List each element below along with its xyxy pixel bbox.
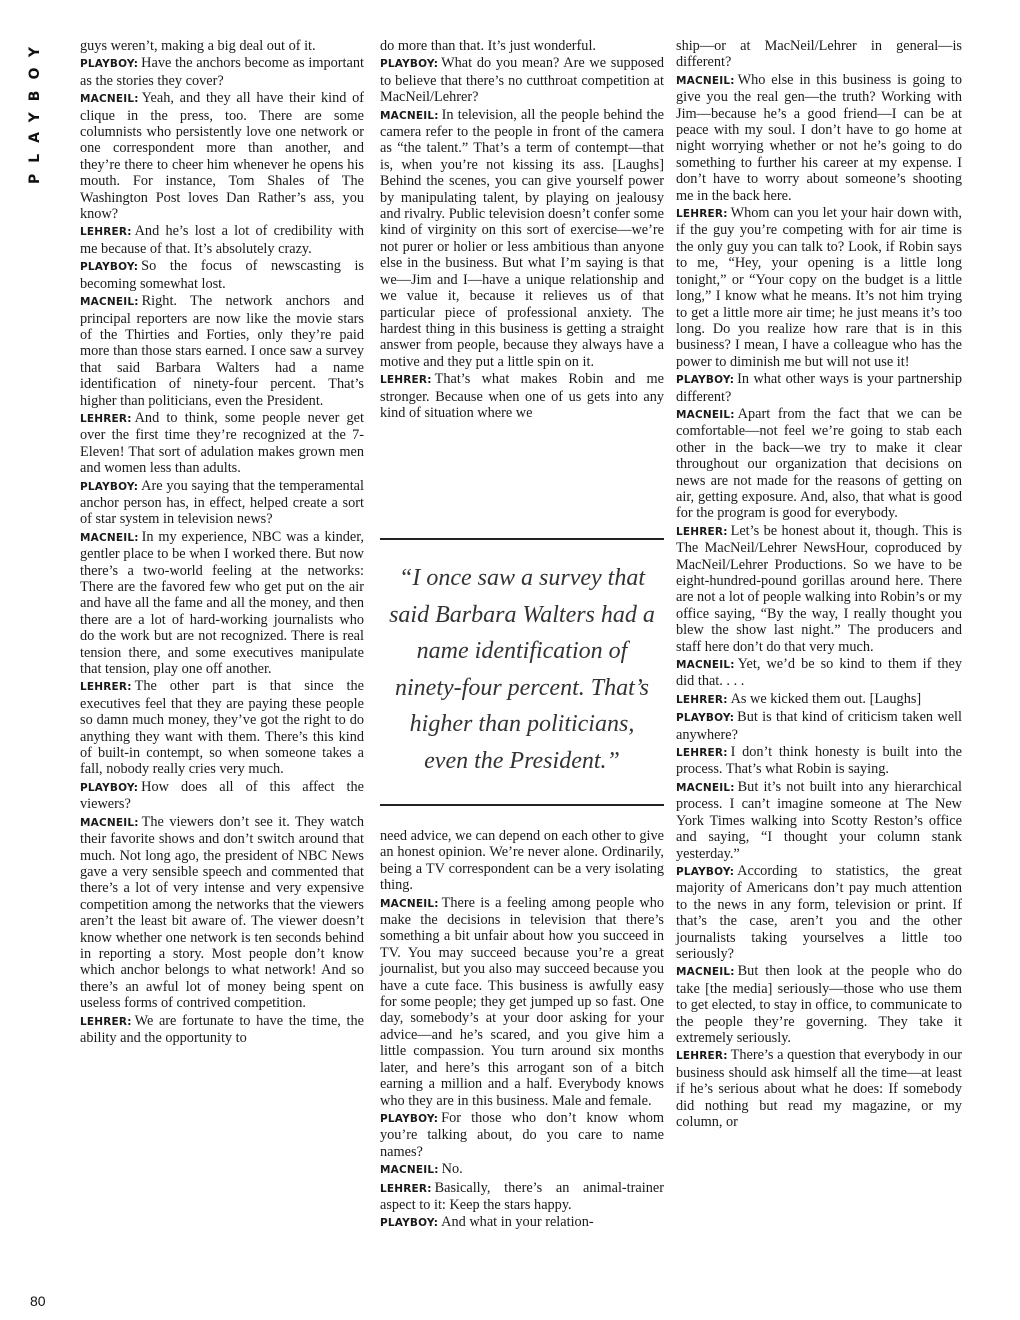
paragraph-text: But it’s not built into any hierarchical process. I can’t imagine someone at The New York Times walking into Scotty Reston’s office and saying, “I thought your column stank yesterday.” [676, 778, 962, 862]
interview-paragraph [80, 529, 364, 678]
paragraph-text: Right. The network anchors and principal reporters are now like the movie stars of the Thirties and Forties, only they’re paid more than those stars earned. I once saw a survey that said Barbara Walters had a name identification of ninety-four percent. That’s higher than politicians, even the President. [80, 293, 364, 409]
speaker-label: LEHRER: [80, 412, 132, 425]
interview-paragraph [676, 38, 962, 71]
speaker-label: MACNEIL: [676, 966, 735, 979]
paragraph-text: And he’s lost a lot of credibility with me because of that. It’s absolutely crazy. [80, 223, 364, 257]
paragraph-text: For those who don’t know whom you’re talking about, do you care to name names? [380, 1109, 664, 1160]
interview-paragraph [80, 223, 364, 257]
paragraph-text: That’s what makes Robin and me stronger. Because when one of us gets into any kind of situation where we [380, 371, 664, 421]
paragraph-text: Whom can you let your hair down with, if the guy you’re competing with for air time is the only guy you can talk to? Look, if Robin says to me, “Hey, your opening is a little long tonight,” or “Your copy on the budget is a little long,” I know what he means. It’s not him trying to get a little more air time; he just means it’s too long. Do you realize how rare that is in this business? I mean, I have a colleague who has the power to diminish me but will not use it! [676, 205, 962, 370]
interview-paragraph [676, 72, 962, 204]
speaker-label: MACNEIL: [80, 816, 139, 829]
paragraph-text: do more than that. It’s just wonderful. [380, 38, 597, 54]
interview-paragraph [80, 814, 364, 1012]
speaker-label: MACNEIL: [676, 74, 735, 87]
interview-paragraph [676, 863, 962, 962]
interview-paragraph [380, 1214, 664, 1231]
speaker-label: MACNEIL: [380, 1164, 439, 1177]
text-column-3 [676, 38, 962, 1300]
paragraph-text: need advice, we can depend on each other to give an honest opinion. We’re never alone. Ordinarily, being a TV correspondent can be a very isolating thing. [380, 828, 664, 894]
interview-paragraph [80, 38, 364, 54]
interview-paragraph [80, 258, 364, 292]
interview-paragraph [676, 205, 962, 370]
speaker-label: PLAYBOY: [676, 374, 735, 387]
speaker-label: MACNEIL: [380, 109, 439, 122]
speaker-label: MACNEIL: [676, 408, 735, 421]
interview-paragraph [380, 895, 664, 1109]
paragraph-text: The other part is that since the executives feel that they are paying these people so damn much money, they’ve got the right to do anything they want with them. There’s this kind of built-in contempt, so when someone takes a fall, nobody really cries very much. [80, 678, 364, 778]
speaker-label: MACNEIL: [80, 531, 139, 544]
interview-paragraph [80, 410, 364, 477]
paragraph-text: But then look at the people who do take [the media] seriously—those who use them to get elected, to stay in office, to communicate to the people they’re governing. They take it extremely seriously. [676, 963, 962, 1046]
interview-paragraph [80, 1013, 364, 1047]
interview-paragraph [676, 963, 962, 1046]
paragraph-text: But is that kind of criticism taken well anywhere? [676, 709, 962, 743]
paragraph-text: Yeah, and they all have their kind of clique in the press, too. There are some columnists who persistently love one network or one correspondent more than another, and they’re there to cheer him whenever he opens his mouth. For instance, Tom Shales of The Washington Post loves Dan Rather’s ass, you know? [80, 90, 364, 223]
paragraph-text: I don’t think honesty is built into the process. That’s what Robin is saying. [676, 744, 962, 778]
speaker-label: LEHRER: [676, 208, 728, 221]
paragraph-text: The viewers don’t see it. They watch their favorite shows and don’t switch around that much. Not long ago, the president of NBC News gave a very sensible speech and commented that there’s a lot of very intense and very expensive competition among the networks that the viewers aren’t the least bit aware of. The viewer doesn’t know whether one network is ten seconds behind in reporting a story. Most people don’t know which anchor belongs to what network! And so there’s an awful lot of money being spent on useless forms of contrived competition. [80, 813, 364, 1012]
speaker-label: PLAYBOY: [380, 1217, 439, 1230]
interview-paragraph [380, 371, 664, 421]
speaker-label: PLAYBOY: [80, 261, 139, 274]
interview-paragraph [676, 523, 962, 655]
speaker-label: LEHRER: [676, 747, 728, 760]
speaker-label: MACNEIL: [676, 781, 735, 794]
interview-paragraph [80, 779, 364, 813]
interview-paragraph [80, 478, 364, 528]
speaker-label: MACNEIL: [676, 659, 735, 672]
interview-paragraph [676, 656, 962, 690]
interview-paragraph [380, 1110, 664, 1160]
speaker-label: LEHRER: [676, 1050, 728, 1063]
paragraph-text: Let’s be honest about it, though. This is The MacNeil/Lehrer NewsHour, coproduced by MacNeil/Lehrer Productions. So we have to be eight-hundred-pound gorillas around here. There are not a lot of people walking into Robin’s or my office saying, “By the way, I really thought you blew the show last night.” The producers and staff here don’t do that very much. [676, 522, 962, 655]
speaker-label: PLAYBOY: [380, 58, 439, 71]
interview-paragraph [676, 691, 962, 708]
speaker-label: LEHRER: [676, 525, 728, 538]
paragraph-text: According to statistics, the great majority of Americans don’t pay much attention to the news in any form, television or print. If that’s the case, aren’t you and the other journalists taking yourselves a little too seriously? [676, 862, 962, 962]
paragraph-text: guys weren’t, making a big deal out of it. [80, 38, 316, 54]
speaker-label: MACNEIL: [380, 897, 439, 910]
paragraph-text: In what other ways is your partnership different? [676, 371, 962, 405]
paragraph-text: As we kicked them out. [Laughs] [730, 690, 922, 707]
speaker-label: PLAYBOY: [676, 712, 735, 725]
magazine-vertical-title: PLAYBOY [27, 36, 43, 185]
paragraph-text: Have the anchors become as important as the stories they cover? [80, 55, 364, 89]
paragraph-text: We are fortunate to have the time, the ability and the opportunity to [80, 1012, 364, 1046]
interview-paragraph [80, 678, 364, 777]
paragraph-text: ship—or at MacNeil/Lehrer in general—is different? [676, 38, 962, 71]
interview-paragraph [80, 90, 364, 222]
paragraph-text: There’s a question that everybody in our business should ask himself all the time—at least if he’s serious about what he does: If somebody did nothing but read my magazine, or my column, or [676, 1047, 962, 1130]
speaker-label: LEHRER: [80, 1015, 132, 1028]
speaker-label: MACNEIL: [80, 296, 139, 309]
speaker-label: LEHRER: [80, 226, 132, 239]
paragraph-text: How does all of this affect the viewers? [80, 778, 364, 813]
interview-paragraph [676, 744, 962, 778]
interview-paragraph [676, 779, 962, 862]
interview-paragraph [676, 371, 962, 405]
paragraph-text: Basically, there’s an animal-trainer aspect to it: Keep the stars happy. [380, 1179, 664, 1213]
page-number: 80 [30, 1293, 46, 1309]
interview-paragraph [380, 1180, 664, 1214]
speaker-label: PLAYBOY: [380, 1112, 439, 1125]
interview-paragraph [676, 1047, 962, 1130]
paragraph-text: Who else in this business is going to give you the real gen—the truth? Working with Jim—because he’s a good friend—I can be at peace with my soul. I don’t have to go home at night worrying whether or not he’s going to do something to further his career at my expense. I don’t have to worry about someone’s shooting me in the back here. [676, 71, 962, 204]
speaker-label: PLAYBOY: [80, 781, 139, 794]
paragraph-text: And what in your relation- [441, 1214, 594, 1231]
speaker-label: MACNEIL: [80, 93, 139, 106]
speaker-label: LEHRER: [380, 374, 432, 387]
speaker-label: PLAYBOY: [80, 58, 139, 71]
speaker-label: LEHRER: [676, 693, 728, 706]
text-column-2-top [380, 38, 664, 524]
text-column-1 [80, 38, 364, 1300]
speaker-label: LEHRER: [380, 1182, 432, 1195]
paragraph-text: There is a feeling among people who make the decisions in television that there’s something a bit unfair about how you succeed in TV. You may succeed because you’re a great journalist, but you also may succeed because you have a cute face. This business is awfully easy for some people; they get jumped up so fast. One day, somebody’s at your door asking for your advice—and he’s scared, and you give him a little compassion. You turn around six months later, and here’s this arrogant son of a bitch earning a million and a half. Everybody knows who they are in this business. Male and female. [380, 894, 664, 1109]
interview-paragraph [676, 406, 962, 522]
interview-paragraph [380, 828, 664, 894]
pull-quote: “I once saw a survey that said Barbara Walters had a name identification of ninety-four percent. That’s higher than politicians, even the President.” [380, 538, 664, 806]
interview-paragraph [380, 1161, 664, 1178]
paragraph-text: No. [441, 1161, 463, 1178]
paragraph-text: Are you saying that the temperamental anchor person has, in effect, helped create a sort of star system in television news? [80, 477, 364, 528]
text-column-2-bottom [380, 828, 664, 1300]
interview-paragraph [380, 107, 664, 371]
interview-paragraph [80, 55, 364, 89]
interview-paragraph [380, 38, 664, 54]
paragraph-text: In my experience, NBC was a kinder, gentler place to be when I worked there. But now there’s a two-world feeling at the networks: There are the favored few who get put on the air and have all the fame and all the money, and then there are a lot of hard-working journalists who do the work but are not recognized. There is real tension there, and some executives manipulate that tension, play one off another. [80, 528, 364, 678]
paragraph-text: Apart from the fact that we can be comfortable—not feel we’re going to stab each other in the back—we try to make it clear throughout our organization that decisions on news are not made for the reasons of getting on air, getting exposure. And, also, that what is good for the program is good for everybody. [676, 405, 962, 522]
interview-paragraph [676, 709, 962, 743]
speaker-label: PLAYBOY: [80, 480, 139, 493]
paragraph-text: And to think, some people never get over the first time they’re recognized at the 7-Eleven! That sort of adulation makes grown men and women less than adults. [80, 409, 364, 477]
paragraph-text: In television, all the people behind the camera refer to the people in front of the camera as “the talent.” That’s a term of contempt—that is, when you’re not kissing its ass. [Laughs] Behind the scenes, you can give yourself power by manipulating talent, by playing on jealousy and rivalry. Public television doesn’t confer some kind of virginity on this sort of exercise—we’re not purer or holier or less ambitious than anyone else in the business. But what I’m saying is that we—Jim and I—have a unique relationship and we value it, because it relieves us of that particular piece of professional anxiety. The hardest thing in this business is getting a straight answer from people, because they always have a motive and they put a little spin on it. [380, 106, 664, 370]
speaker-label: PLAYBOY: [676, 865, 735, 878]
interview-paragraph [380, 55, 664, 105]
paragraph-text: Yet, we’d be so kind to them if they did that. . . . [676, 656, 962, 690]
paragraph-text: So the focus of newscasting is becoming somewhat lost. [80, 258, 364, 292]
paragraph-text: What do you mean? Are we supposed to believe that there’s no cutthroat competition at MacNeil/Lehrer? [380, 55, 664, 106]
interview-paragraph [80, 293, 364, 409]
speaker-label: LEHRER: [80, 681, 132, 694]
